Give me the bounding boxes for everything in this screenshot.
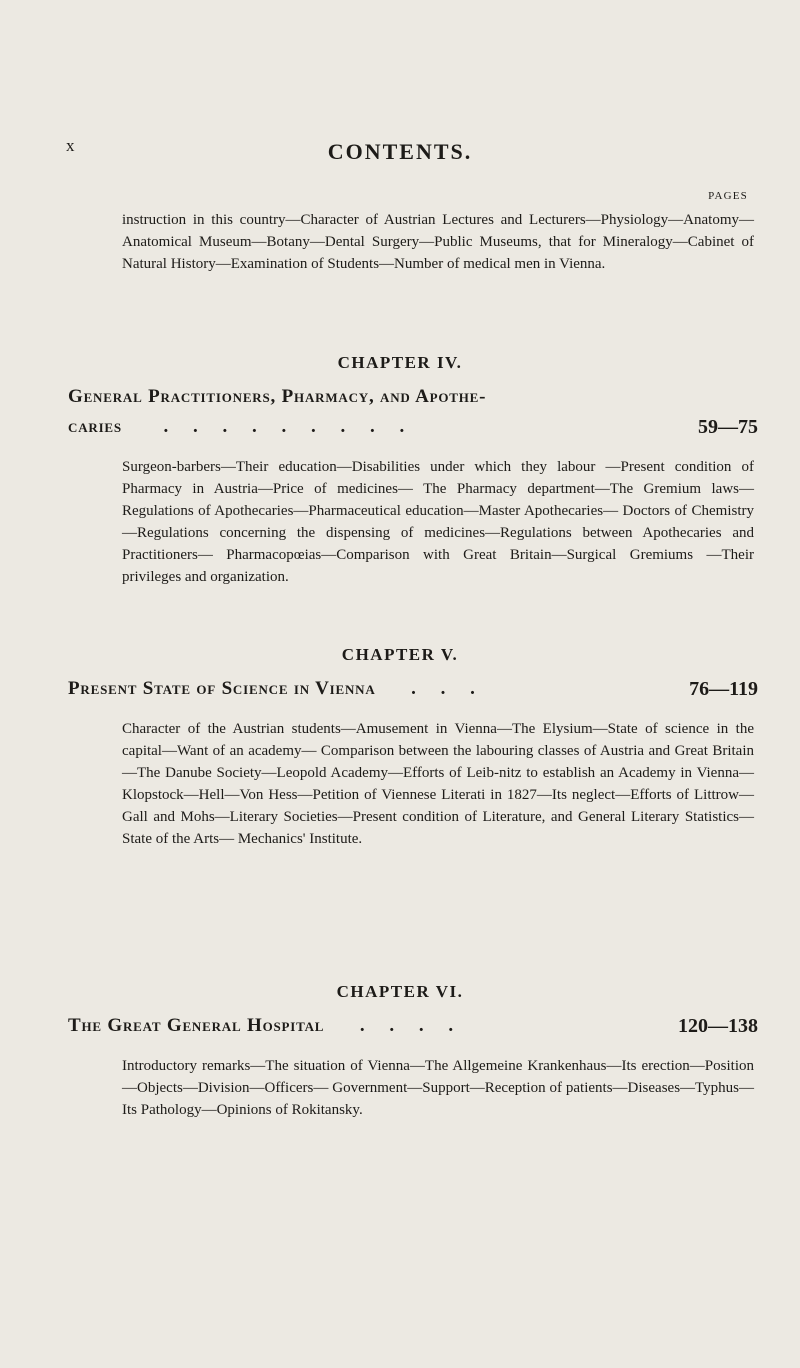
chapter-iv-title-line1: General Practitioners, Pharmacy, and Apothe-: [68, 386, 487, 407]
chapter-v-heading: CHAPTER V.: [341, 645, 459, 664]
chapter-vi-title-row: [68, 1011, 758, 1041]
chapter-iv-leader-dots: . . . . . . . . .: [163, 416, 415, 437]
chapter-iv-title: [68, 382, 758, 442]
chapter-v-title-row: [68, 674, 758, 704]
page-number: x: [66, 136, 76, 155]
chapter-v-summary: Character of the Austrian students—Amusement in Vienna—The Elysium—State of science in the capital—Want of an academy— Comparison between the labouring classes of Austria and Great Britain—The Danube Society—Leopold Academy—Efforts of Leib-nitz to establish an Academy in Vienna—Klopstock—Hell—Von Hess—Petition of Viennese Literati in 1827—Its neglect—Efforts of Littrow—Gall and Mohs—Literary Societies—Present condition of Literature, and General Literary Statistics—State of the Arts— Mechanics' Institute.: [122, 721, 754, 847]
chapter-vi-summary: Introductory remarks—The situation of Vienna—The Allgemeine Krankenhaus—Its erection—Position—Objects—Division—Officers— Government—Support—Reception of patients—Diseases—Typhus— Its Pathology—Opinions of Rokitansky.: [122, 1058, 754, 1118]
chapter-vi-title-text: The Great General Hospital: [68, 1015, 325, 1036]
chapter-vi-title: [68, 1011, 758, 1041]
chapter-vi-heading: CHAPTER VI.: [336, 982, 464, 1001]
intro-paragraph: instruction in this country—Character of Austrian Lectures and Lecturers—Physiology—Anatomy—Anatomical Museum—Botany—Dental Surgery—Public Museums, that for Mineralogy—Cabinet of Natural History—Examination of Students—Number of medical men in Vienna.: [122, 212, 754, 272]
chapter-iv-heading: CHAPTER IV.: [337, 353, 463, 372]
pages-column-label: PAGES: [708, 190, 748, 202]
chapter-v-title: [68, 674, 758, 704]
chapter-iv-page-range: 59—75: [698, 416, 758, 438]
running-title: CONTENTS.: [327, 139, 473, 164]
chapter-vi-leader-dots: . . . .: [359, 1015, 464, 1036]
chapter-iv-summary: Surgeon-barbers—Their education—Disabilities under which they labour —Present condition of Pharmacy in Austria—Price of medicines— The Pharmacy department—The Gremium laws—Regulations of Apothecaries—Pharmaceutical education—Master Apothecaries— Doctors of Chemistry—Regulations concerning the dispensing of medicines—Regulations between Apothecaries and Practitioners— Pharmacopœias—Comparison with Great Britain—Surgical Gremiums —Their privileges and organization.: [122, 459, 754, 585]
chapter-v-title-text: Present State of Science in Vienna: [68, 678, 376, 699]
chapter-iv-title-line2-row: [68, 412, 758, 442]
chapter-iv-title-line2: caries: [68, 416, 122, 437]
chapter-v-leader-dots: . . .: [411, 678, 485, 699]
chapter-vi-page-range: 120—138: [678, 1015, 758, 1037]
chapter-v-page-range: 76—119: [689, 678, 758, 700]
